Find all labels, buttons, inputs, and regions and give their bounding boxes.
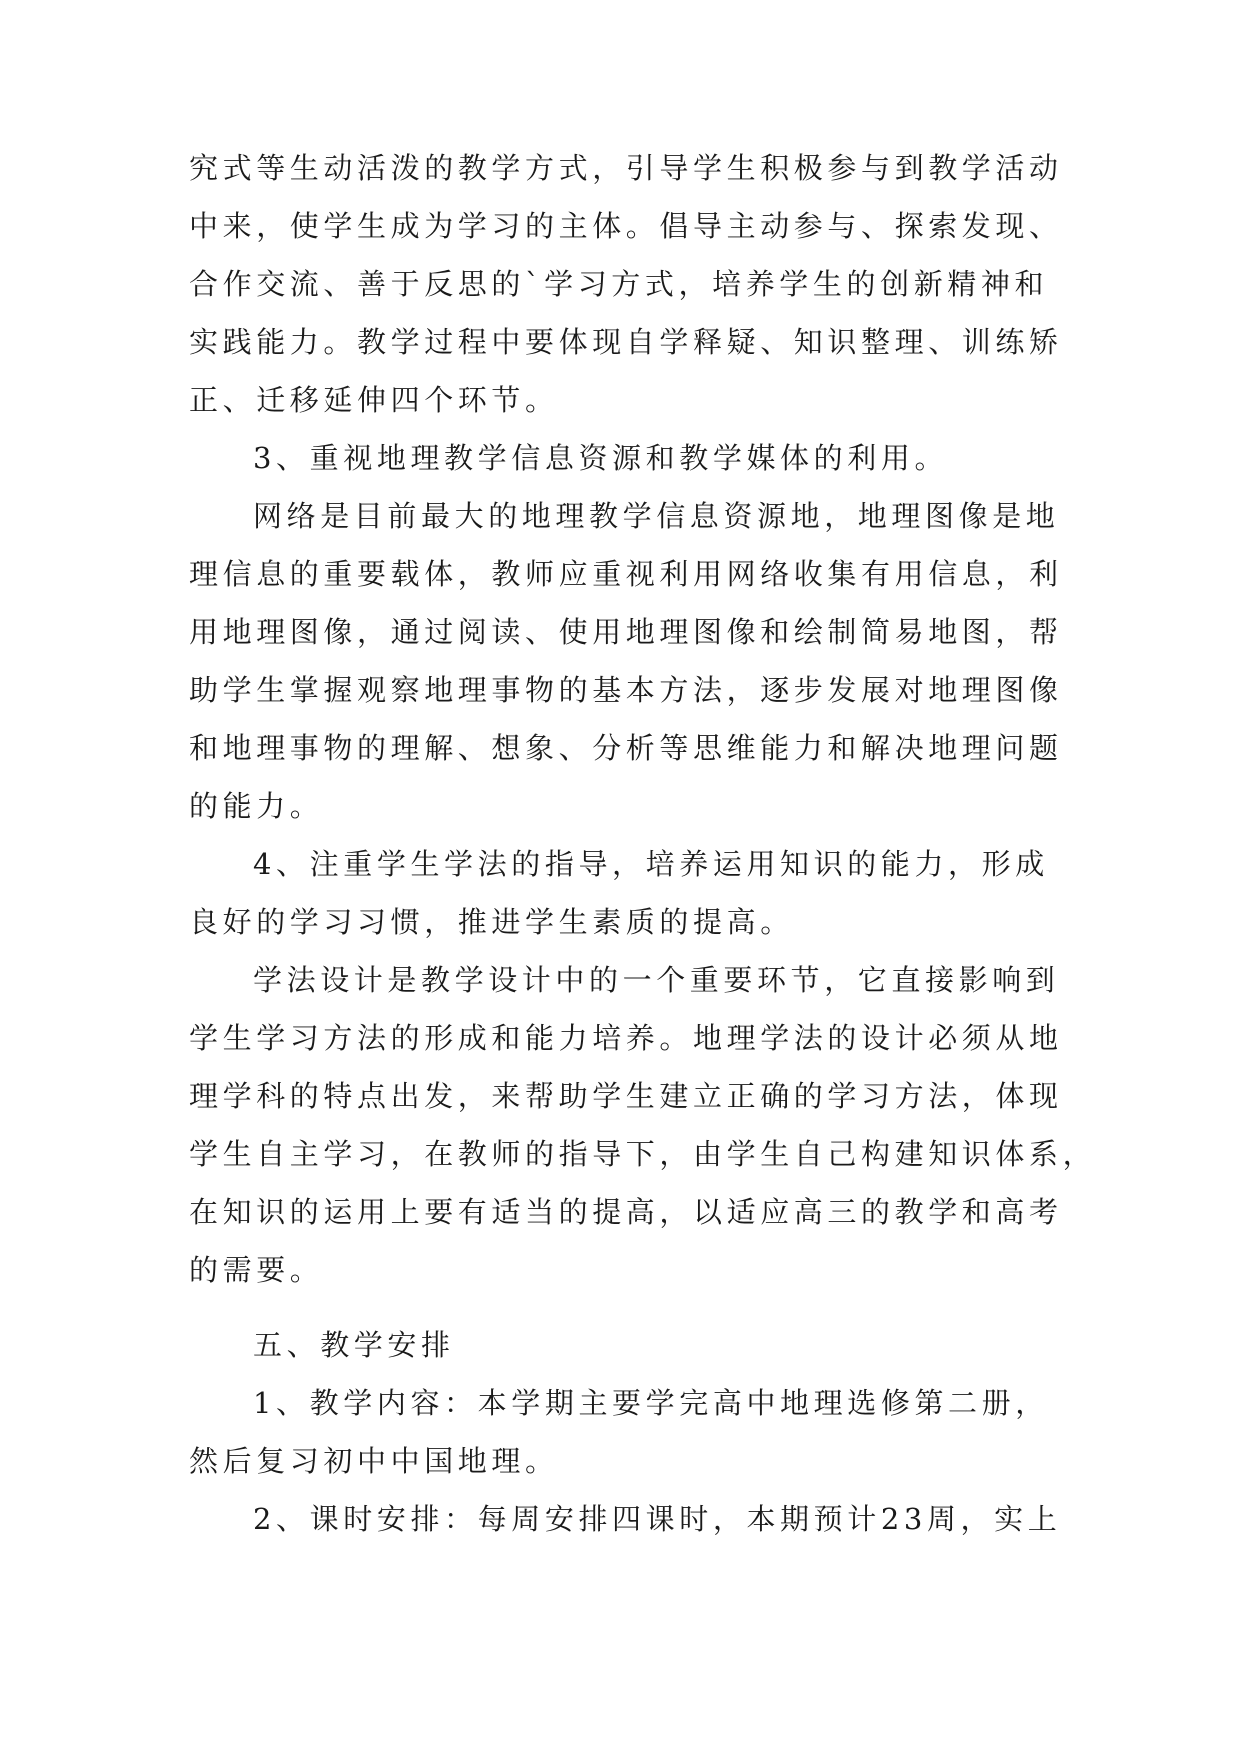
- text-line: 理信息的重要载体，教师应重视利用网络收集有用信息，利: [189, 557, 1063, 591]
- text-line: 中来，使学生成为学习的主体。倡导主动参与、探索发现、: [189, 209, 1063, 243]
- text-line: 2、课时安排：每周安排四课时，本期预计23周，实上: [253, 1502, 1062, 1536]
- text-line: 和地理事物的理解、想象、分析等思维能力和解决地理问题: [189, 731, 1063, 765]
- text-line: 然后复习初中中国地理。: [189, 1444, 559, 1478]
- text-line: 1、教学内容：本学期主要学完高中地理选修第二册，: [253, 1386, 1049, 1420]
- text-line: 的能力。: [189, 789, 324, 823]
- text-line: 用地理图像，通过阅读、使用地理图像和绘制简易地图，帮: [189, 615, 1063, 649]
- text-line: 理学科的特点出发，来帮助学生建立正确的学习方法，体现: [189, 1079, 1063, 1113]
- text-line: 的需要。: [189, 1253, 324, 1287]
- section-heading: 五、教学安排: [253, 1328, 455, 1362]
- text-line: 合作交流、善于反思的`学习方式，培养学生的创新精神和: [189, 267, 1049, 301]
- text-line: 助学生掌握观察地理事物的基本方法，逐步发展对地理图像: [189, 673, 1063, 707]
- text-line: 正、迁移延伸四个环节。: [189, 383, 559, 417]
- section-heading: 3、重视地理教学信息资源和教学媒体的利用。: [253, 441, 949, 475]
- text-line: 学法设计是教学设计中的一个重要环节，它直接影响到: [253, 963, 1060, 997]
- text-line: 实践能力。教学过程中要体现自学释疑、知识整理、训练矫: [189, 325, 1063, 359]
- text-line: 学生自主学习，在教师的指导下，由学生自己构建知识体系，: [189, 1137, 1097, 1171]
- text-line: 网络是目前最大的地理教学信息资源地，地理图像是地: [253, 499, 1060, 533]
- text-line: 良好的学习习惯，推进学生素质的提高。: [189, 905, 794, 939]
- text-line: 究式等生动活泼的教学方式，引导学生积极参与到教学活动: [189, 151, 1063, 185]
- section-heading: 4、注重学生学法的指导，培养运用知识的能力，形成: [253, 847, 1049, 881]
- text-line: 在知识的运用上要有适当的提高，以适应高三的教学和高考: [189, 1195, 1063, 1229]
- text-line: 学生学习方法的形成和能力培养。地理学法的设计必须从地: [189, 1021, 1063, 1055]
